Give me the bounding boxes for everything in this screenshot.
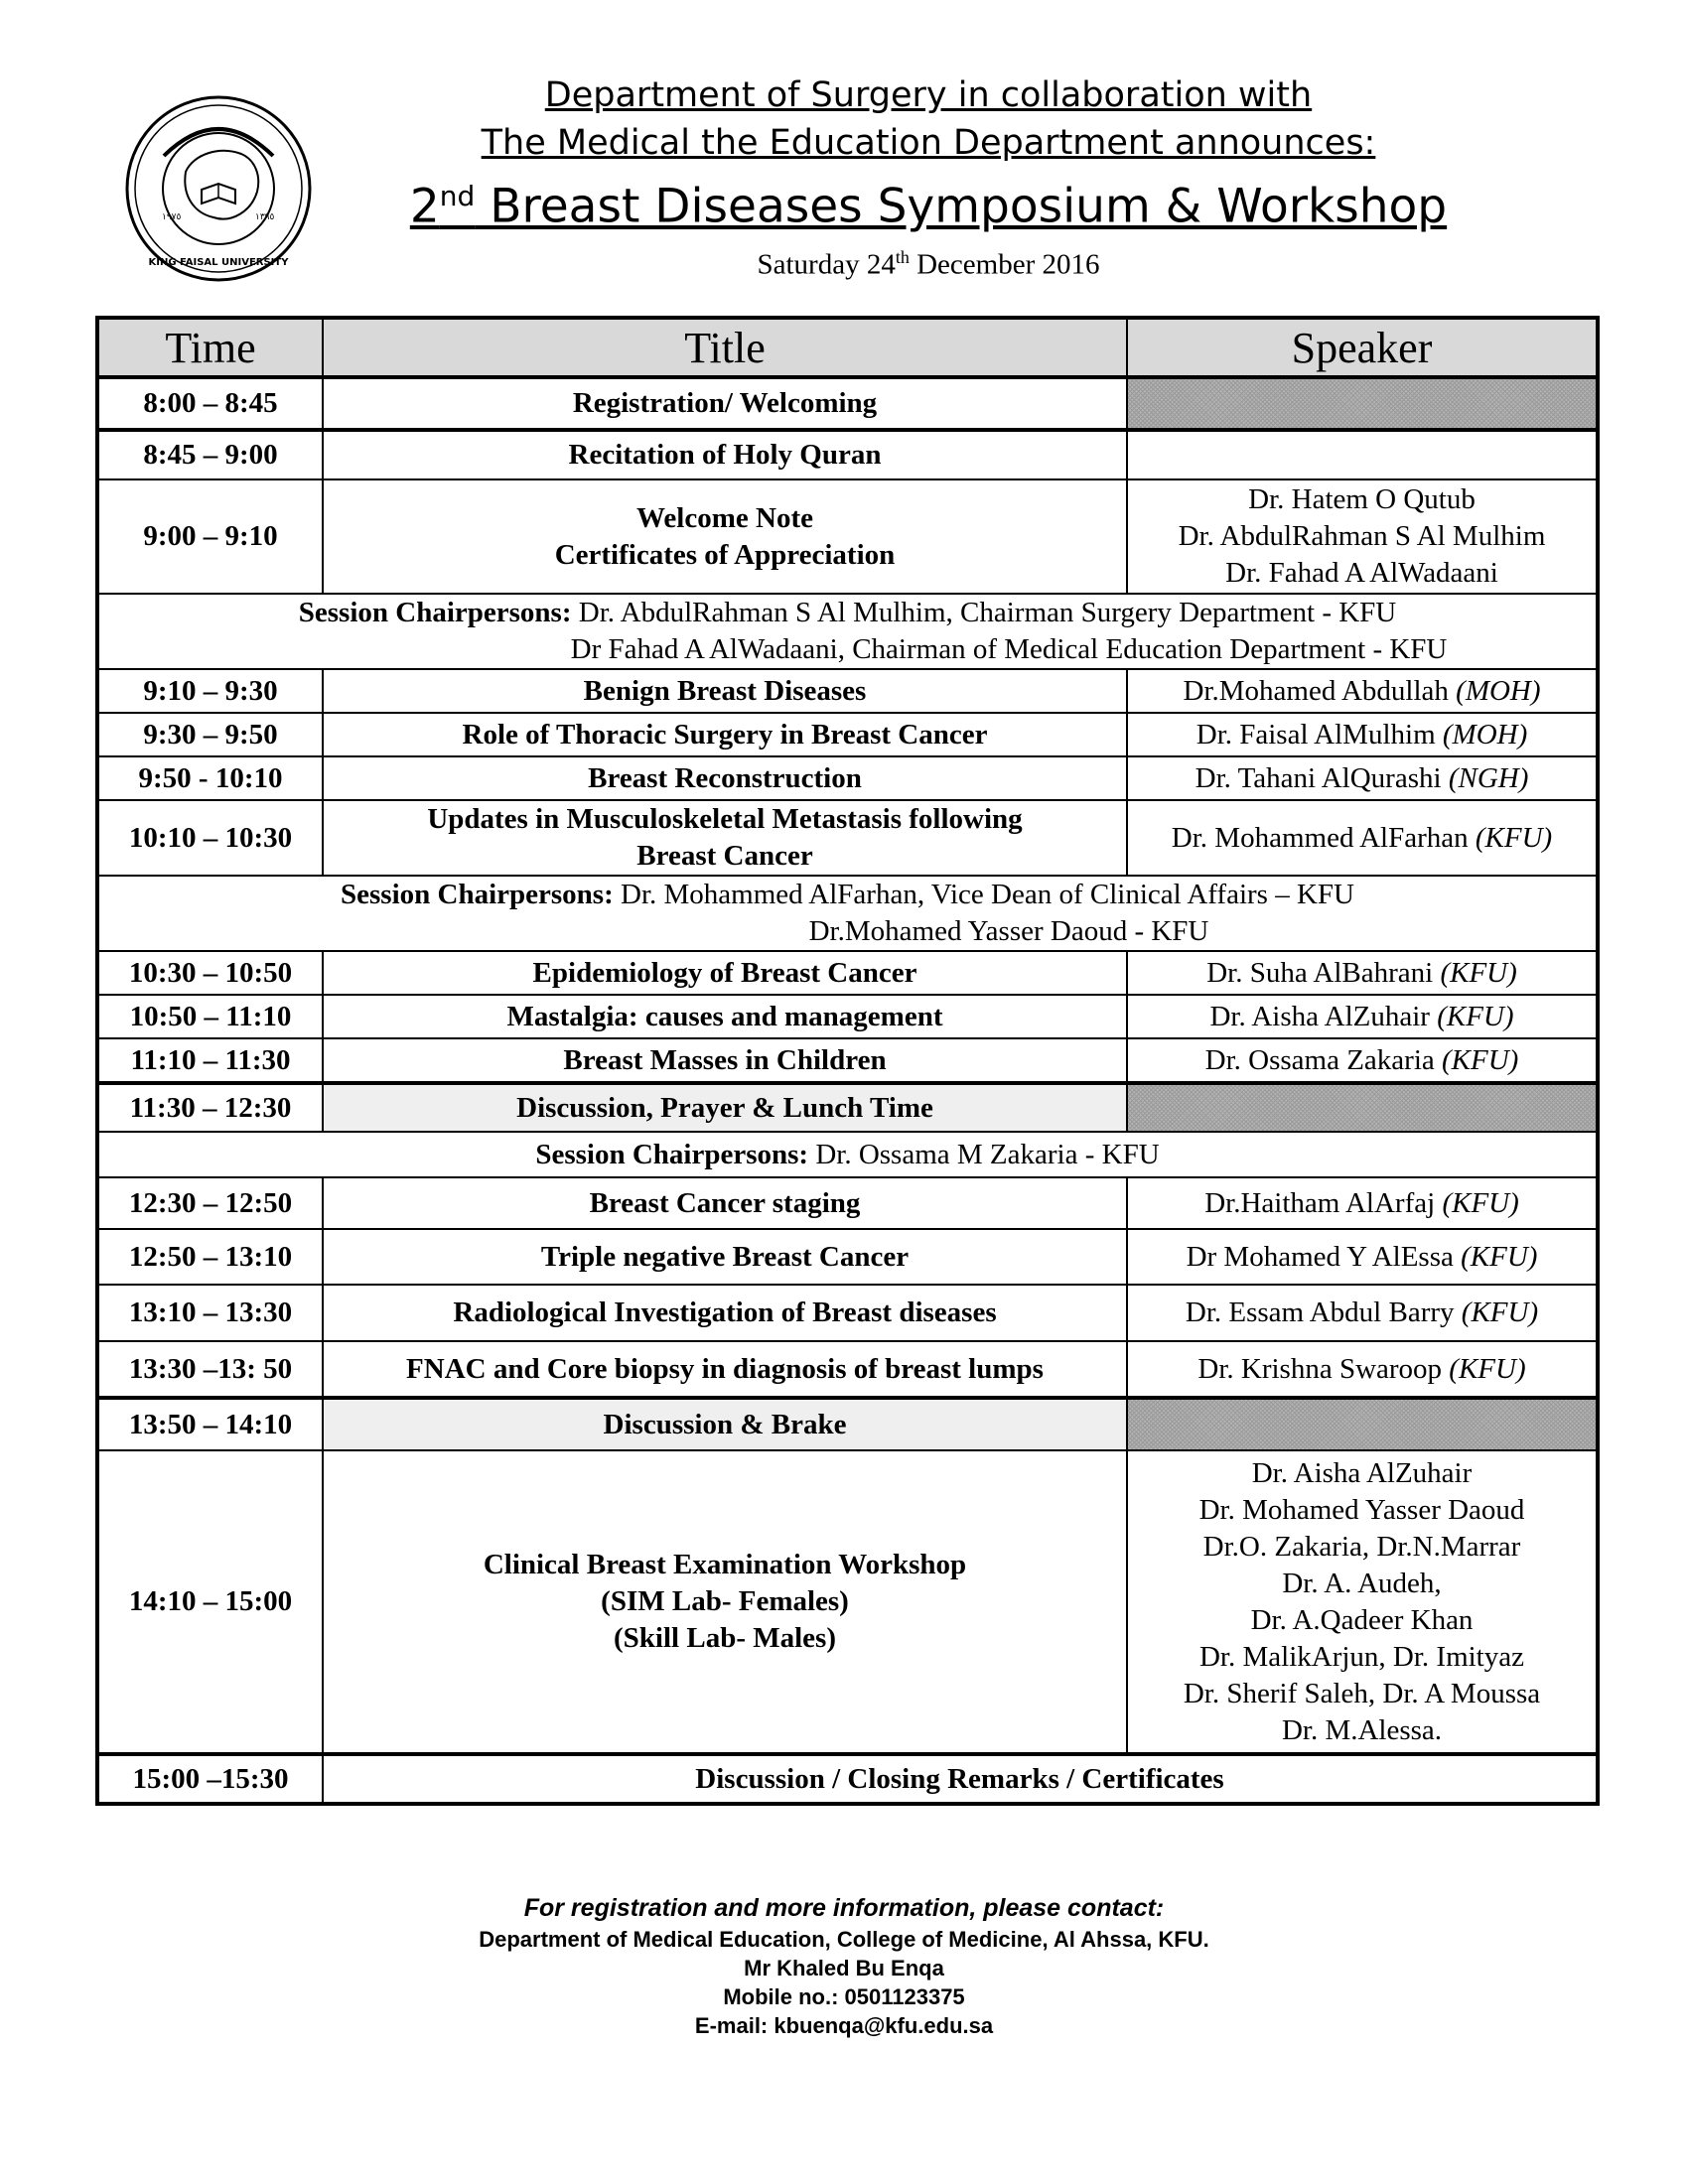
chairpersons-row [98,594,1597,669]
session-time: 9:50 - 10:10 [98,756,323,800]
speaker-affiliation: (KFU) [1442,1186,1519,1219]
logo-year-left: ١٩٧٥ [162,212,182,222]
speaker-affiliation: (KFU) [1442,1043,1519,1076]
session-title: Breast Masses in Children [323,1038,1127,1082]
chairpersons-row [98,1132,1597,1177]
speaker-affiliation: (KFU) [1461,1240,1538,1273]
speaker-name: Dr. Mohammed AlFarhan [1171,821,1476,854]
speaker-name: Dr. Essam Abdul Barry [1185,1297,1462,1328]
event-date-month-year: December 2016 [909,248,1100,281]
speaker-name: Dr. Sherif Saleh, Dr. A Moussa [1183,1677,1541,1709]
session-speaker [1127,800,1597,876]
event-title-ordinal: 2 [409,179,440,234]
speaker-affiliation: (NGH) [1448,761,1529,794]
session-title: Registration/ Welcoming [323,378,1127,429]
session-speakers [1127,1450,1597,1753]
event-title-ordinal-suffix: nd [439,180,476,212]
header-line-2: The Medical the Education Department announces: [481,123,1376,163]
event-title [0,167,1688,237]
session-speakers [1127,479,1597,594]
table-header-row [98,319,1597,378]
speaker-name: Dr. Fahad A AlWadaani [1225,557,1498,589]
speaker-cell-shaded [1127,1082,1597,1132]
session-speaker [1127,1038,1597,1082]
speaker-name: Dr.Mohamed Abdullah [1183,674,1457,707]
session-chairpersons [98,1132,1597,1177]
header-line-1: Department of Surgery in collaboration with [544,75,1313,115]
chairpersons-label: Session Chairpersons: [341,879,614,910]
session-title: FNAC and Core biopsy in diagnosis of breast lumps [323,1341,1127,1397]
speaker-cell-empty [1127,429,1597,479]
session-title-line: Clinical Breast Examination Workshop [483,1549,967,1580]
table-row [98,995,1597,1038]
session-title: Role of Thoracic Surgery in Breast Cancer [323,713,1127,756]
logo-university-name: KING FAISAL UNIVERSITY [148,257,289,268]
table-row [98,429,1597,479]
speaker-name: Dr. A.Qadeer Khan [1250,1603,1474,1636]
speaker-name: Dr. Mohamed Yasser Daoud [1198,1493,1525,1526]
session-title: Radiological Investigation of Breast diseases [323,1285,1127,1341]
speaker-name: Dr. AbdulRahman S Al Mulhim [1178,520,1546,552]
session-speaker [1127,713,1597,756]
speaker-name: Dr. M.Alessa. [1281,1713,1443,1746]
session-time: 13:30 –13: 50 [98,1341,323,1397]
session-title: Recitation of Holy Quran [323,429,1127,479]
session-title: Discussion / Closing Remarks / Certificates [323,1753,1597,1803]
session-title: Discussion, Prayer & Lunch Time [323,1082,1127,1132]
contact-department: Department of Medical Education, College of Medicine, Al Ahssa, KFU. [479,1927,1209,1952]
table-row [98,1450,1597,1753]
chairperson-1: Dr. Mohammed AlFarhan, Vice Dean of Clinical Affairs – KFU [613,879,1354,910]
session-time: 10:30 – 10:50 [98,951,323,995]
speaker-cell-shaded [1127,378,1597,429]
session-speaker [1127,756,1597,800]
speaker-name: Dr. Tahani AlQurashi [1195,761,1449,794]
session-speaker [1127,951,1597,995]
session-time: 8:00 – 8:45 [98,378,323,429]
speaker-name: Dr. MalikArjun, Dr. Imityaz [1198,1640,1524,1673]
speaker-affiliation: (KFU) [1461,1297,1539,1328]
session-speaker [1127,1285,1597,1341]
speaker-name: Dr.O. Zakaria, Dr.N.Marrar [1202,1530,1521,1563]
session-title-line: (Skill Lab- Males) [614,1622,836,1654]
speaker-affiliation: (KFU) [1475,821,1553,854]
session-title: Breast Cancer staging [323,1177,1127,1229]
session-title: Benign Breast Diseases [323,669,1127,713]
speaker-affiliation: (KFU) [1449,1352,1526,1385]
session-time: 12:50 – 13:10 [98,1229,323,1285]
contact-footer [0,1892,1688,2040]
session-title [323,800,1127,876]
session-time: 15:00 –15:30 [98,1753,323,1803]
speaker-name: Dr. Aisha AlZuhair [1209,1000,1438,1032]
session-speaker [1127,1341,1597,1397]
session-speaker [1127,1177,1597,1229]
speaker-name: Dr. Krishna Swaroop [1197,1352,1450,1385]
session-title-line: Breast Cancer [636,840,813,872]
speaker-affiliation: (MOH) [1456,674,1541,707]
chairperson-1: Dr. AbdulRahman S Al Mulhim, Chairman Surgery Department - KFU [571,597,1397,628]
table-row [98,1229,1597,1285]
session-title-line: Updates in Musculoskeletal Metastasis following [427,803,1023,835]
session-time: 9:30 – 9:50 [98,713,323,756]
column-header-title: Title [323,319,1127,378]
session-title-line: Certificates of Appreciation [554,538,896,571]
speaker-name: Dr. Ossama Zakaria [1204,1043,1443,1076]
speaker-cell-shaded [1127,1397,1597,1450]
session-time: 14:10 – 15:00 [98,1450,323,1753]
speaker-affiliation: (MOH) [1442,718,1528,751]
chairpersons-label: Session Chairpersons: [298,597,572,628]
speaker-name: Dr. Aisha AlZuhair [1251,1456,1473,1489]
session-title: Discussion & Brake [323,1397,1127,1450]
speaker-name: Dr. Faisal AlMulhim [1196,718,1443,751]
session-time: 13:10 – 13:30 [98,1285,323,1341]
session-time: 9:10 – 9:30 [98,669,323,713]
table-row [98,1285,1597,1341]
table-row [98,669,1597,713]
table-row [98,951,1597,995]
session-time: 11:30 – 12:30 [98,1082,323,1132]
announcement-header [0,71,1688,284]
contact-heading: For registration and more information, please contact: [523,1894,1165,1922]
session-chairpersons [98,594,1597,669]
table-row [98,1082,1597,1132]
table-row [98,378,1597,429]
contact-email[interactable]: E-mail: kbuenqa@kfu.edu.sa [694,2013,994,2038]
session-title-line: (SIM Lab- Females) [601,1585,849,1617]
table-row [98,1177,1597,1229]
table-row [98,479,1597,594]
column-header-speaker: Speaker [1127,319,1597,378]
table-row [98,1753,1597,1803]
table-row [98,800,1597,876]
event-date [0,237,1688,285]
session-time: 10:50 – 11:10 [98,995,323,1038]
column-header-time: Time [98,319,323,378]
session-title-line: Welcome Note [636,501,813,534]
speaker-name: Dr. Hatem O Qutub [1248,483,1476,515]
session-speaker [1127,669,1597,713]
session-chairpersons [98,876,1597,951]
table-row [98,1038,1597,1082]
speaker-name: Dr. Suha AlBahrani [1206,956,1441,989]
speaker-name: Dr.Haitham AlArfaj [1204,1186,1443,1219]
session-time: 11:10 – 11:30 [98,1038,323,1082]
session-time: 12:30 – 12:50 [98,1177,323,1229]
logo-year-right: ١٣٩٥ [255,212,275,222]
session-title: Breast Reconstruction [323,756,1127,800]
session-title: Triple negative Breast Cancer [323,1229,1127,1285]
speaker-affiliation: (KFU) [1440,956,1517,989]
contact-mobile: Mobile no.: 0501123375 [723,1984,965,2009]
session-title: Mastalgia: causes and management [323,995,1127,1038]
session-time: 13:50 – 14:10 [98,1397,323,1450]
table-row [98,1397,1597,1450]
chairperson-2: Dr Fahad A AlWadaani, Chairman of Medical Education Department - KFU [570,633,1448,665]
contact-person: Mr Khaled Bu Enqa [744,1956,944,1980]
event-date-day: Saturday 24 [757,248,896,281]
session-time: 9:00 – 9:10 [98,479,323,594]
session-title [323,1450,1127,1753]
chairpersons-row [98,876,1597,951]
speaker-name: Dr. A. Audeh, [1282,1567,1442,1599]
session-speaker [1127,995,1597,1038]
program-schedule-table [95,316,1600,1806]
session-time: 10:10 – 10:30 [98,800,323,876]
chairperson-2: Dr.Mohamed Yasser Daoud - KFU [808,915,1209,947]
event-title-text: Breast Diseases Symposium & Workshop [475,179,1448,234]
session-title [323,479,1127,594]
table-row [98,756,1597,800]
chairperson-1: Dr. Ossama M Zakaria - KFU [808,1138,1160,1170]
speaker-name: Dr Mohamed Y AlEssa [1186,1240,1462,1273]
session-title: Epidemiology of Breast Cancer [323,951,1127,995]
session-speaker [1127,1229,1597,1285]
table-row [98,1341,1597,1397]
speaker-affiliation: (KFU) [1437,1000,1514,1032]
session-time: 8:45 – 9:00 [98,429,323,479]
table-row [98,713,1597,756]
event-date-suffix: th [895,246,910,267]
chairpersons-label: Session Chairpersons: [535,1138,809,1170]
